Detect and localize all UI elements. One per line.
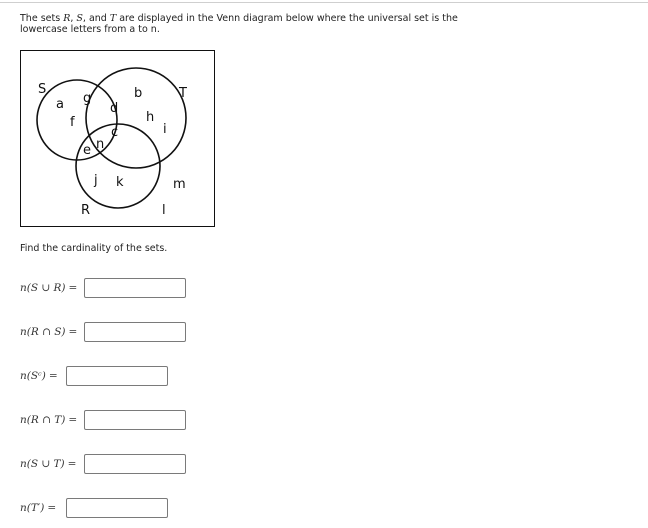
- question-label: n(S ∪ T) =: [20, 458, 77, 470]
- element-h: h: [146, 110, 155, 125]
- element-k: k: [116, 175, 124, 190]
- answer-input-intersection-R-S[interactable]: [84, 322, 186, 342]
- question-row-intersection-R-T: [20, 410, 77, 430]
- question-label: n(S ∪ R) =: [20, 282, 78, 294]
- element-j: j: [94, 173, 98, 188]
- set-label-T: T: [179, 86, 187, 101]
- question-row-intersection-R-S: [20, 322, 77, 342]
- question-row-complement-S: [20, 366, 58, 386]
- problem-statement: The sets R, S, and T are displayed in the Venn diagram below where the universal set is the lowercase letters from a to n.: [20, 13, 458, 35]
- element-i: i: [163, 122, 167, 137]
- question-row-union-S-T: [20, 454, 76, 474]
- answer-input-union-S-T[interactable]: [84, 454, 186, 474]
- instructions-text: Find the cardinality of the sets.: [20, 243, 168, 254]
- answer-input-union-S-R[interactable]: [84, 278, 186, 298]
- question-label: n(R ∩ T) =: [20, 414, 78, 426]
- element-e: e: [83, 143, 91, 158]
- answer-input-complement-T[interactable]: [66, 498, 168, 518]
- set-label-R: R: [81, 203, 91, 218]
- answer-input-intersection-R-T[interactable]: [84, 410, 186, 430]
- element-n: n: [96, 137, 105, 152]
- question-row-complement-T: [20, 498, 56, 518]
- circle-S: [37, 80, 117, 160]
- element-g: g: [83, 91, 92, 106]
- venn-svg: [21, 51, 213, 225]
- question-label: n(Sᶜ) =: [20, 370, 58, 382]
- answer-input-complement-S[interactable]: [66, 366, 168, 386]
- element-l: l: [162, 203, 166, 218]
- element-a: a: [56, 97, 64, 112]
- element-c: c: [111, 125, 119, 140]
- question-row-union-S-R: [20, 278, 77, 298]
- top-divider: [0, 2, 648, 3]
- element-b: b: [134, 86, 143, 101]
- element-m: m: [173, 177, 186, 192]
- question-label: n(R ∩ S) =: [20, 326, 78, 338]
- element-d: d: [110, 101, 119, 116]
- venn-diagram: [20, 50, 215, 227]
- set-label-S: S: [38, 82, 47, 97]
- question-label: n(T′) =: [20, 502, 57, 514]
- element-f: f: [70, 115, 75, 130]
- circle-T: [86, 68, 186, 168]
